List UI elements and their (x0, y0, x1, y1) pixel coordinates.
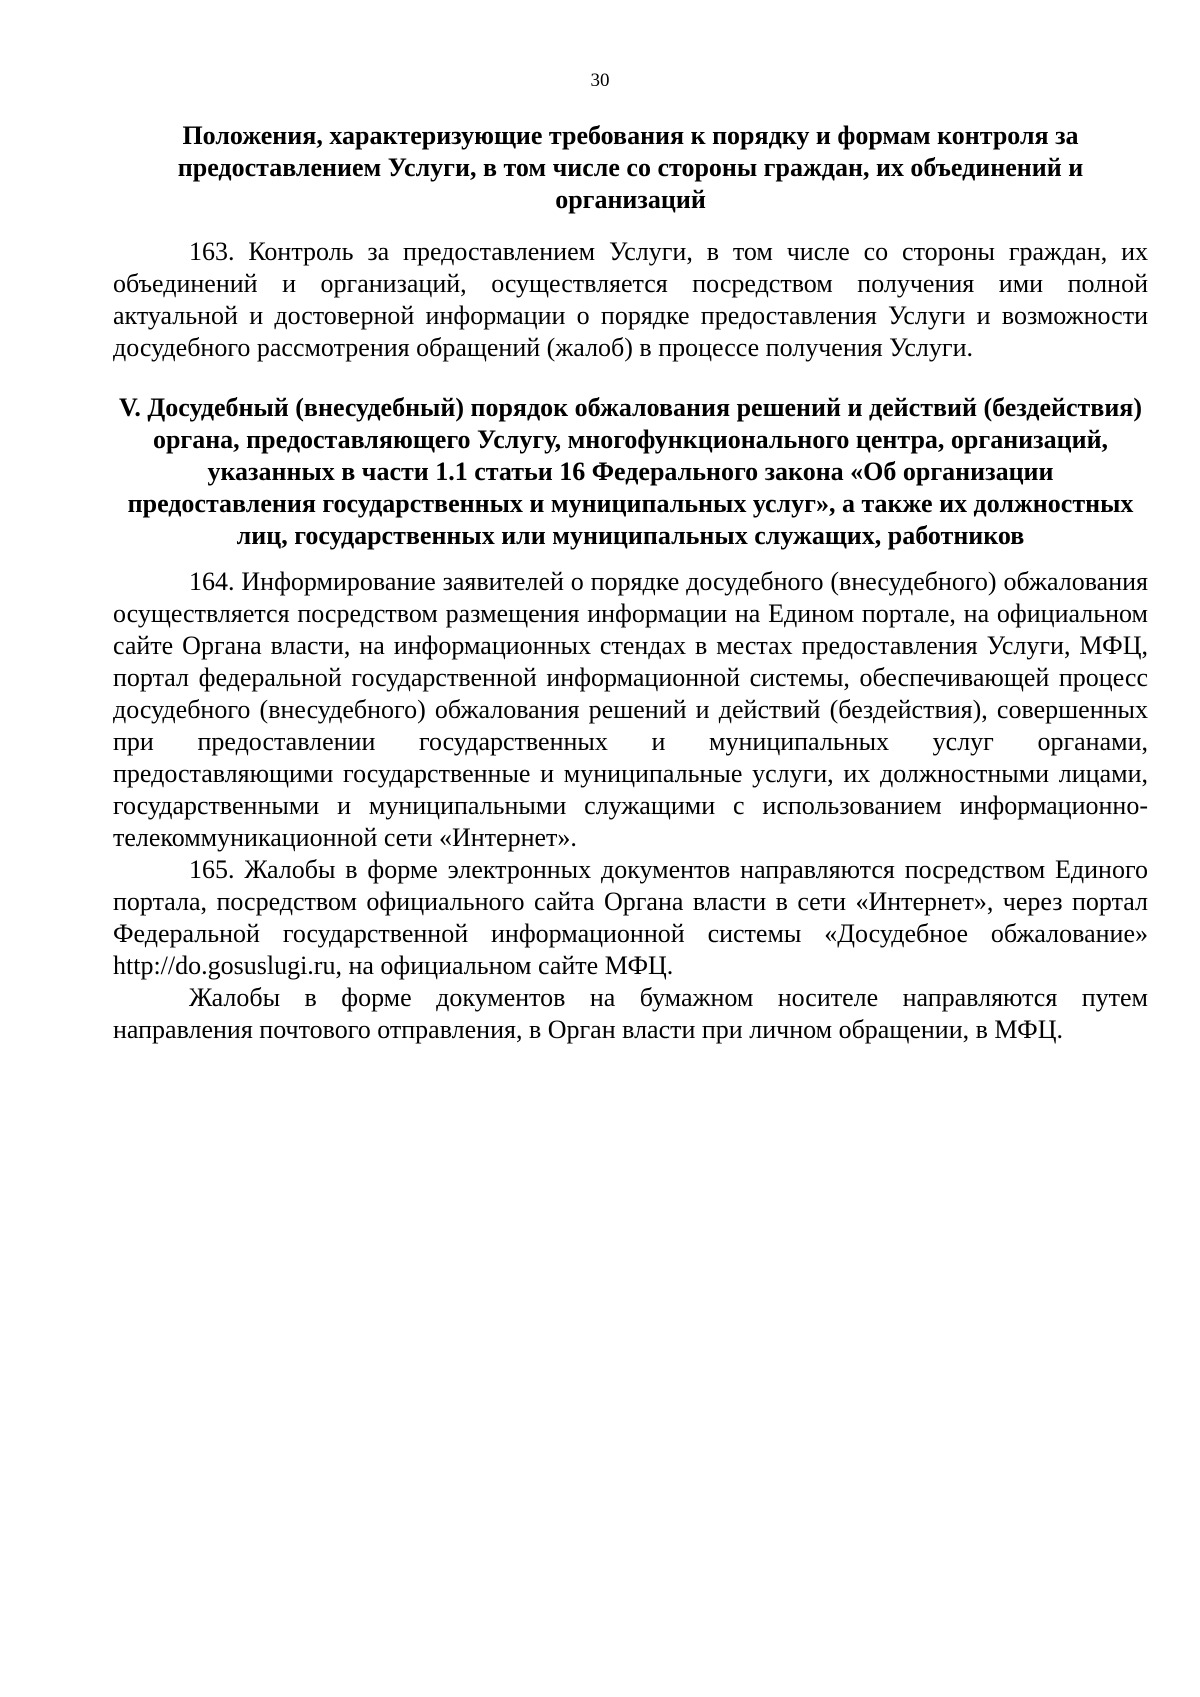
section-heading-appeal: V. Досудебный (внесудебный) порядок обжалования решений и действий (бездействия) органа, предоставляющего Услугу, многофункционального центра, организаций, указанных в части 1.1 статьи 16 Федерального закона «Об организации предоставления государственных и муниципальных услуг», а также их должностных лиц, государственных или муниципальных служащих, работников (118, 393, 1143, 550)
document-body (113, 120, 1148, 1046)
paragraph-165-continued: Жалобы в форме документов на бумажном носителе направляются путем направления почтового отправления, в Орган власти при личном обращении, в МФЦ. (113, 983, 1148, 1044)
paragraph-165: 165. Жалобы в форме электронных документов направляются посредством Единого портала, посредством официального сайта Органа власти в сети «Интернет», через портал Федеральной государственной информационной системы «Досудебное обжалование» http://do.gosuslugi.ru, на официальном сайте МФЦ. (113, 855, 1148, 980)
paragraph-163: 163. Контроль за предоставлением Услуги, в том числе со стороны граждан, их объединений и организаций, осуществляется посредством получения ими полной актуальной и достоверной информации о порядке предоставления Услуги и возможности досудебного рассмотрения обращений (жалоб) в процессе получения Услуги. (113, 237, 1148, 362)
page-number: 30 (590, 70, 610, 91)
section-heading-control: Положения, характеризующие требования к порядку и формам контроля за предоставлением Услуги, в том числе со стороны граждан, их объединений и организаций (177, 121, 1084, 214)
paragraph-164: 164. Информирование заявителей о порядке досудебного (внесудебного) обжалования осуществляется посредством размещения информации на Едином портале, на официальном сайте Органа власти, на информационных стендах в местах предоставления Услуги, МФЦ, портал федеральной государственной информационной системы, обеспечивающей процесс досудебного (внесудебного) обжалования решений и действий (бездействия), совершенных при предоставлении государственных и муниципальных услуг органами, предоставляющими государственные и муниципальные услуги, их должностными лицами, государственными и муниципальными служащими с использованием информационно-телекоммуникационной сети «Интернет». (113, 567, 1148, 852)
